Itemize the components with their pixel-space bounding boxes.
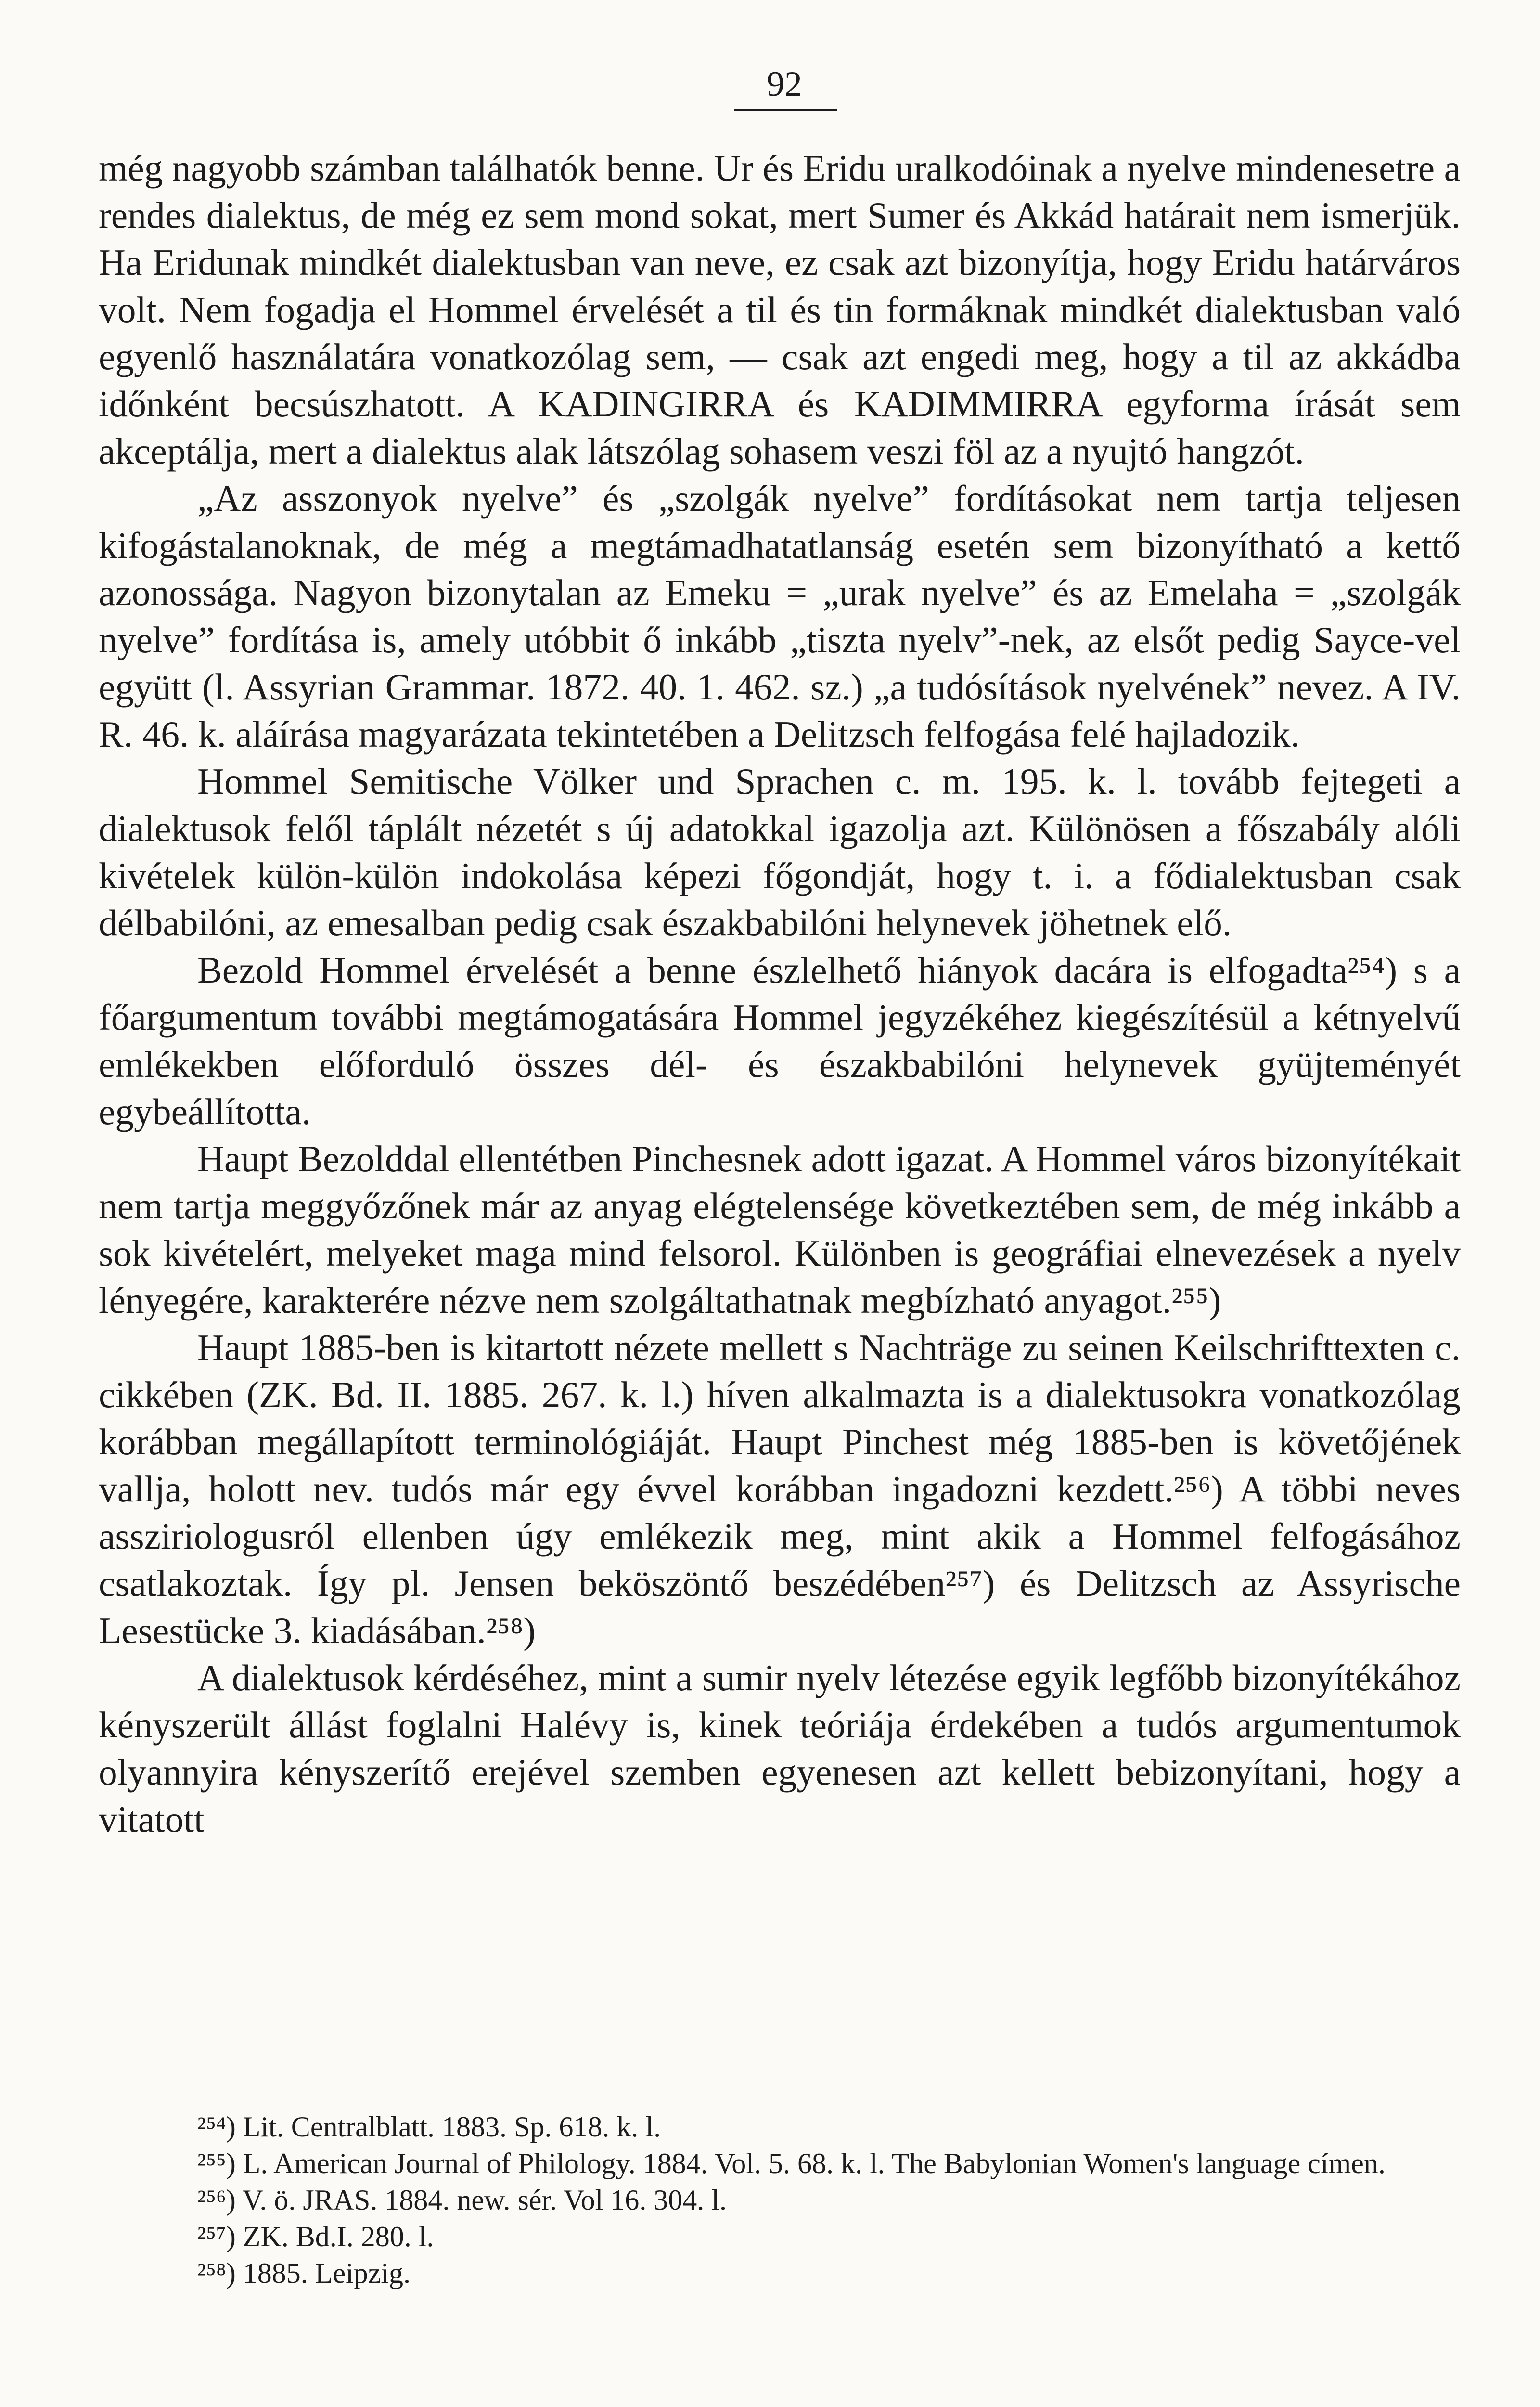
paragraph-1: még nagyobb számban találhatók benne. Ur és Eridu uralkodóinak a nyelve mindenesetre a rendes dialektus, de még ez sem mond sokat, mert Sumer és Akkád határait nem ismerjük. Ha Eridunak mindkét dialektusban van neve, ez csak azt bizonyítja, hogy Eridu határváros volt. Nem fogadja el Hommel érvelését a til és tin formáknak mindkét dialektusban való egyenlő használatára vonatkozólag sem, — csak azt engedi meg, hogy a til az akkádba időnként becsúszhatott. A KADINGIRRA és KADIMMIRRA egyforma írását sem akceptálja, mert a dialektus alak látszólag sohasem veszi föl az a nyujtó hangzót. <box>99 147 1461 472</box>
page-number: 92 <box>767 65 802 104</box>
footnote-258: ²⁵⁸) 1885. Leipzig. <box>197 2257 411 2289</box>
footnote-254: ²⁵⁴) Lit. Centralblatt. 1883. Sp. 618. k. l. <box>197 2111 661 2143</box>
footnote-257: ²⁵⁷) ZK. Bd.I. 280. l. <box>197 2221 434 2252</box>
paragraph-7: A dialektusok kérdéséhez, mint a sumir nyelv létezése egyik legfőbb bizonyítékához kényszerült állást foglalni Halévy is, kinek teóriája érdekében a tudós argumentumok olyannyira kényszerítő erejével szemben egyenesen azt kellett bebizonyítani, hogy a vitatott <box>99 1657 1461 1840</box>
footnotes <box>99 2109 1461 2291</box>
paragraph-5: Haupt Bezolddal ellentétben Pinchesnek adott igazat. A Hommel város bizonyítékait nem tartja meggyőzőnek már az anyag elégtelensége következtében sem, de még inkább a sok kivételért, melyeket maga mind felsorol. Különben is geográfiai elnevezések a nyelv lényegére, karakterére nézve nem szolgáltathatnak megbízható anyagot.²⁵⁵) <box>99 1138 1461 1321</box>
paragraph-2: „Az asszonyok nyelve” és „szolgák nyelve” fordításokat nem tartja teljesen kifogástalanoknak, de még a megtámadhatatlanság esetén sem bizonyítható a kettő azonossága. Nagyon bizonytalan az Emeku = „urak nyelve” és az Emelaha = „szolgák nyelve” fordítása is, amely utóbbit ő inkább „tiszta nyelv”-nek, az elsőt pedig Sayce-vel együtt (l. Assyrian Grammar. 1872. 40. 1. 462. sz.) „a tudósítások nyelvének” nevez. A IV. R. 46. k. aláírása magyarázata tekintetében a Delitzsch felfogása felé hajladozik. <box>99 478 1461 755</box>
paragraph-6: Haupt 1885-ben is kitartott nézete mellett s Nachträge zu seinen Keilschrifttexten c. cikkében (ZK. Bd. II. 1885. 267. k. l.) híven alkalmazta is a dialektusokra vonatkozólag korábban megállapított terminológiáját. Haupt Pinchest még 1885-ben is követőjének vallja, holott nev. tudós már egy évvel korábban ingadozni kezdett.²⁵⁶) A többi neves assziriologusról ellenben úgy emlékezik meg, mint akik a Hommel felfogásához csatlakoztak. Így pl. Jensen beköszöntő beszédében²⁵⁷) és Delitzsch az Assyrische Lesestücke 3. kiadásában.²⁵⁸) <box>99 1327 1461 1651</box>
footnote-255: ²⁵⁵) L. American Journal of Philology. 1884. Vol. 5. 68. k. l. The Babylonian Women's language címen. <box>197 2148 1386 2179</box>
paragraph-4: Bezold Hommel érvelését a benne észlelhető hiányok dacára is elfogadta²⁵⁴) s a főargumentum további megtámogatására Hommel jegyzékéhez kiegészítésül a kétnyelvű emlékekben előforduló összes dél- és északbabilóni helynevek gyüjteményét egybeállította. <box>99 949 1461 1132</box>
paragraph-3: Hommel Semitische Völker und Sprachen c. m. 195. k. l. tovább fejtegeti a dialektusok felől táplált nézetét s új adatokkal igazolja azt. Különösen a főszabály alóli kivételek külön-külön indokolása képezi főgondját, hogy t. i. a fődialektusban csak délbabilóni, az emesalban pedig csak északbabilóni helynevek jöhetnek elő. <box>99 761 1461 944</box>
body-text <box>99 144 1461 1843</box>
footnote-256: ²⁵⁶) V. ö. JRAS. 1884. new. sér. Vol 16. 304. l. <box>197 2184 727 2216</box>
page-number-underline <box>734 109 837 111</box>
